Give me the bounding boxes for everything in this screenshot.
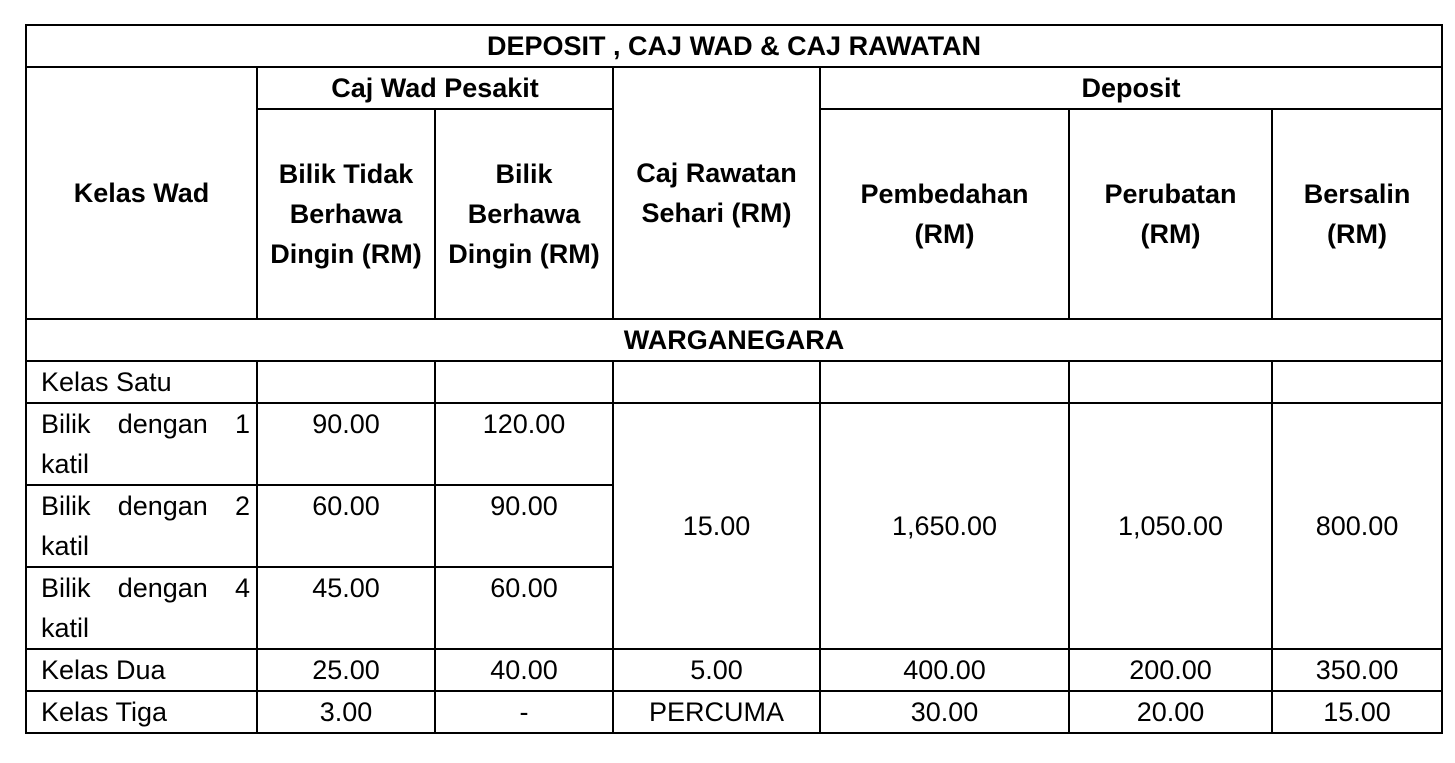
- charges-table: [25, 24, 1443, 734]
- cell-perubatan: 200.00: [1069, 649, 1272, 691]
- empty-cell: [257, 361, 435, 403]
- row-label: Bilik dengan 2 katil: [26, 485, 257, 567]
- title-row: [26, 25, 1442, 67]
- header-caj-wad: Caj Wad Pesakit: [257, 67, 613, 109]
- header-kelas-wad: Kelas Wad: [26, 67, 257, 319]
- row-label: Kelas Satu: [26, 361, 257, 403]
- cell-bilik-berhawa: 120.00: [435, 403, 613, 485]
- charges-table-wrapper: [25, 24, 1443, 734]
- table-row: [26, 691, 1442, 733]
- empty-cell: [1272, 361, 1442, 403]
- cell-bilik-tidak: 3.00: [257, 691, 435, 733]
- cell-pembedahan: 30.00: [820, 691, 1069, 733]
- cell-perubatan: 20.00: [1069, 691, 1272, 733]
- cell-bersalin: 800.00: [1272, 403, 1442, 649]
- header-bilik-berhawa: Bilik Berhawa Dingin (RM): [435, 109, 613, 319]
- table-row: [26, 361, 1442, 403]
- row-label: Kelas Tiga: [26, 691, 257, 733]
- empty-cell: [820, 361, 1069, 403]
- cell-bersalin: 15.00: [1272, 691, 1442, 733]
- cell-pembedahan: 400.00: [820, 649, 1069, 691]
- section-row: [26, 319, 1442, 361]
- section-title: WARGANEGARA: [26, 319, 1442, 361]
- cell-bilik-berhawa: 40.00: [435, 649, 613, 691]
- row-label: Bilik dengan 4 katil: [26, 567, 257, 649]
- cell-bilik-berhawa: 90.00: [435, 485, 613, 567]
- cell-bilik-tidak: 45.00: [257, 567, 435, 649]
- cell-pembedahan: 1,650.00: [820, 403, 1069, 649]
- cell-bilik-tidak: 60.00: [257, 485, 435, 567]
- cell-caj-rawatan: PERCUMA: [613, 691, 820, 733]
- cell-bilik-berhawa: -: [435, 691, 613, 733]
- cell-bilik-berhawa: 60.00: [435, 567, 613, 649]
- header-perubatan: Perubatan (RM): [1069, 109, 1272, 319]
- cell-bilik-tidak: 25.00: [257, 649, 435, 691]
- header-bersalin: Bersalin (RM): [1272, 109, 1442, 319]
- cell-caj-rawatan: 15.00: [613, 403, 820, 649]
- cell-bilik-tidak: 90.00: [257, 403, 435, 485]
- header-caj-rawatan: Caj Rawatan Sehari (RM): [613, 67, 820, 319]
- row-label: Kelas Dua: [26, 649, 257, 691]
- header-pembedahan: Pembedahan (RM): [820, 109, 1069, 319]
- table-title: DEPOSIT , CAJ WAD & CAJ RAWATAN: [26, 25, 1442, 67]
- empty-cell: [1069, 361, 1272, 403]
- table-row: [26, 403, 1442, 485]
- table-row: [26, 649, 1442, 691]
- row-label: Bilik dengan 1 katil: [26, 403, 257, 485]
- header-deposit: Deposit: [820, 67, 1442, 109]
- cell-caj-rawatan: 5.00: [613, 649, 820, 691]
- empty-cell: [435, 361, 613, 403]
- cell-bersalin: 350.00: [1272, 649, 1442, 691]
- empty-cell: [613, 361, 820, 403]
- cell-perubatan: 1,050.00: [1069, 403, 1272, 649]
- header-bilik-tidak-berhawa: Bilik Tidak Berhawa Dingin (RM): [257, 109, 435, 319]
- header-row-1: [26, 67, 1442, 109]
